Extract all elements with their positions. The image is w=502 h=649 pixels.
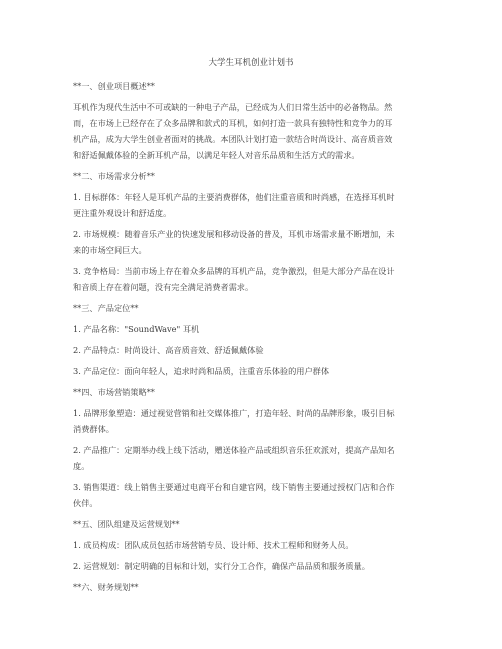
paragraph-line: 机产品，成为大学生创业者面对的挑战。本团队计划打造一款结合时尚设计、高音质音效: [73, 134, 393, 144]
paragraph-line: 而，在市场上已经存在了众多品牌和款式的耳机，如何打造一款具有独特性和竞争力的耳: [73, 118, 393, 128]
paragraph-line: 伙伴。: [73, 498, 98, 508]
paragraph-line: 2. 市场规模：随着音乐产业的快速发展和移动设备的普及，耳机市场需求量不断增加，未: [73, 229, 395, 239]
paragraph-line: 1. 目标群体：年轻人是耳机产品的主要消费群体，他们注重音质和时尚感，在选择耳机时: [73, 192, 395, 202]
paragraph-line: 1. 品牌形象塑造：通过视觉营销和社交媒体推广，打造年轻、时尚的品牌形象，吸引目标: [73, 408, 395, 418]
section-heading: **六、财务规划**: [73, 582, 139, 592]
paragraph-line: 和音质上存在着问题，没有完全满足消费者需求。: [73, 282, 254, 292]
paragraph-line: 更注重外观设计和舒适度。: [73, 208, 172, 218]
paragraph-line: 2. 产品特点：时尚设计、高音质音效、舒适佩戴体验: [73, 345, 264, 355]
section-heading: **一、创业项目概述**: [73, 81, 155, 91]
section-heading: **五、团队组建及运营规划**: [73, 519, 180, 529]
paragraph-line: 1. 产品名称："SoundWave" 耳机: [73, 324, 200, 334]
paragraph-line: 耳机作为现代生活中不可或缺的一种电子产品，已经成为人们日常生活中的必备物品。然: [73, 102, 393, 112]
paragraph-line: 3. 销售渠道：线上销售主要通过电商平台和自建官网，线下销售主要通过授权门店和合作: [73, 482, 395, 492]
paragraph-line: 2. 运营规划：制定明确的目标和计划，实行分工合作，确保产品品质和服务质量。: [73, 561, 370, 571]
paragraph-line: 和舒适佩戴体验的全新耳机产品，以满足年轻人对音乐品质和生活方式的需求。: [73, 150, 360, 160]
section-heading: **二、市场需求分析**: [73, 171, 155, 181]
paragraph-line: 消费群体。: [73, 424, 114, 434]
paragraph-line: 1. 成员构成：团队成员包括市场营销专员、设计师、技术工程师和财务人员。: [73, 540, 354, 550]
paragraph-line: 度。: [73, 461, 90, 471]
section-heading: **三、产品定位**: [73, 303, 139, 313]
paragraph-line: 3. 产品定位：面向年轻人，追求时尚和品质，注重音乐体验的用户群体: [73, 366, 330, 376]
section-heading: **四、市场营销策略**: [73, 387, 155, 397]
document-title: 大学生耳机创业计划书: [208, 58, 294, 68]
paragraph-line: 2. 产品推广：定期举办线上线下活动，赠送体验产品或组织音乐狂欢派对，提高产品知名: [73, 445, 395, 455]
paragraph-line: 来的市场空间巨大。: [73, 245, 147, 255]
paragraph-line: 3. 竞争格局：当前市场上存在着众多品牌的耳机产品，竞争激烈，但是大部分产品在设计: [73, 266, 395, 276]
